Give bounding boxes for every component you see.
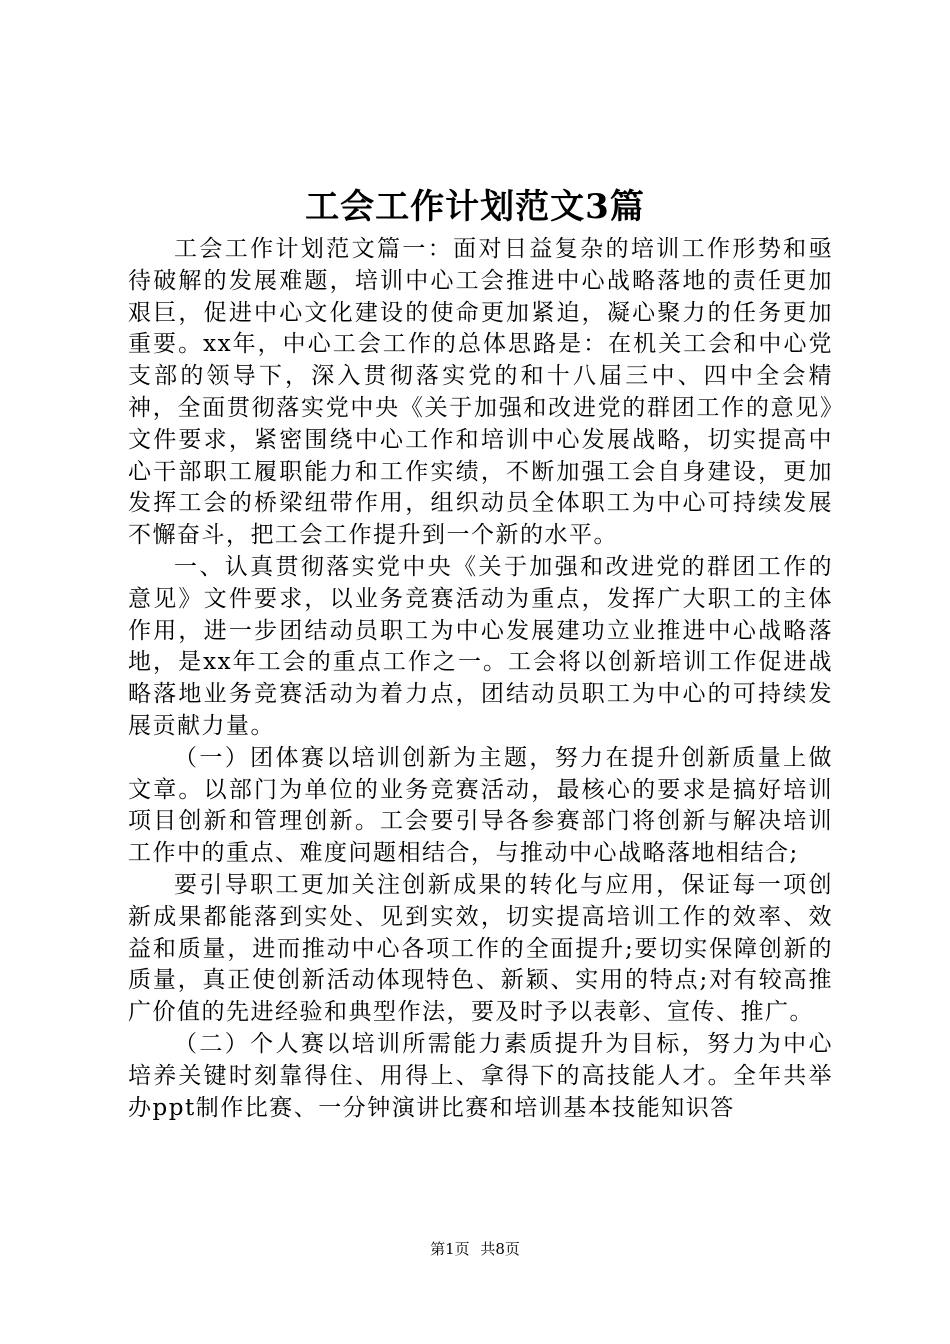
- paragraph-innovation-guidance: 要引导职工更加关注创新成果的转化与应用，保证每一项创新成果都能落到实处、见到实效，切实提高培训工作的效率、效益和质量，进而推动中心各项工作的全面提升;要切实保障创新的质量，真正使创新活动体现特色、新颖、实用的特点;对有较高推广价值的先进经验和典型作法，要及时予以表彰、宣传、推广。: [128, 871, 833, 1026]
- paragraph-team-contest: （一）团体赛以培训创新为主题，努力在提升创新质量上做文章。以部门为单位的业务竞赛活动，最核心的要求是搞好培训项目创新和管理创新。工会要引导各参赛部门将创新与解决培训工作中的重点、难度问题相结合，与推动中心战略落地相结合;: [128, 744, 833, 867]
- document-body: [128, 234, 833, 1124]
- paragraph-individual-contest: （二）个人赛以培训所需能力素质提升为目标，努力为中心培养关键时刻靠得住、用得上、拿得下的高技能人才。全年共举办ppt制作比赛、一分钟演讲比赛和培训基本技能知识答: [128, 1030, 833, 1121]
- paragraph-intro: 工会工作计划范文篇一：面对日益复杂的培训工作形势和亟待破解的发展难题，培训中心工会推进中心战略落地的责任更加艰巨，促进中心文化建设的使命更加紧迫，凝心聚力的任务更加重要。xx年，中心工会工作的总体思路是：在机关工会和中心党支部的领导下，深入贯彻落实党的和十八届三中、四中全会精神，全面贯彻落实党中央《关于加强和改进党的群团工作的意见》文件要求，紧密围绕中心工作和培训中心发展战略，切实提高中心干部职工履职能力和工作实绩，不断加强工会自身建设，更加发挥工会的桥梁纽带作用，组织动员全体职工为中心可持续发展不懈奋斗，把工会工作提升到一个新的水平。: [128, 236, 833, 549]
- page-number-current: 第1页: [430, 1240, 470, 1258]
- document-title: 工会工作计划范文3篇: [305, 187, 645, 227]
- page-number-total: 共8页: [480, 1240, 520, 1258]
- paragraph-section-one: 一、认真贯彻落实党中央《关于加强和改进党的群团工作的意见》文件要求，以业务竞赛活动为重点，发挥广大职工的主体作用，进一步团结动员职工为中心发展建功立业推进中心战略落地，是xx年工会的重点工作之一。工会将以创新培训工作促进战略落地业务竞赛活动为着力点，团结动员职工为中心的可持续发展贡献力量。: [128, 553, 833, 739]
- page-footer: [0, 1238, 950, 1260]
